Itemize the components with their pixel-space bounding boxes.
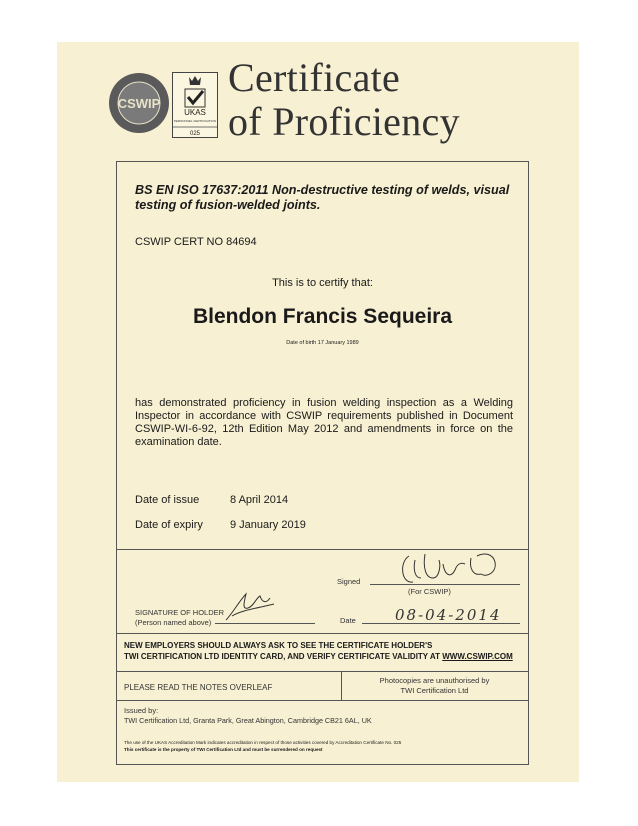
standard-title: BS EN ISO 17637:2011 Non-destructive testing of welds, visual testing of fusion-welded joints. [135,183,510,212]
signature-date: 08-04-2014 [395,606,502,624]
for-cswip-label: (For CSWIP) [408,587,451,596]
footnote-1: The use of the UKAS Accreditation Mark indicates accreditation in respect of those activities covered by Accreditation Certificate No. 025 [124,740,402,745]
crown-icon [189,76,201,85]
employers-warning: NEW EMPLOYERS SHOULD ALWAYS ASK TO SEE THE CERTIFICATE HOLDER'S TWI CERTIFICATION LTD IDENTITY CARD, AND VERIFY CERTIFICATE VALIDITY AT WWW.CSWIP.COM [124,641,513,661]
issued-by: TWI Certification Ltd, Granta Park, Great Abington, Cambridge CB21 6AL, UK [124,716,372,725]
photocopies-notice-1: Photocopies are unauthorised by [379,676,490,685]
proficiency-statement: has demonstrated proficiency in fusion welding inspection as a Welding Inspector in accordance with CSWIP requirements published in Document CSWIP-WI-6-92, 12th Edition May 2012 and amendments in force on the examination date. [135,397,513,448]
holder-name: Blendon Francis Sequeira [192,305,453,328]
photocopies-notice-2: TWI Certification Ltd [400,686,469,695]
issued-by-label: Issued by: [124,706,159,715]
certificate-frame [116,161,529,765]
ukas-sub: PERSONNEL CERTIFICATION [174,119,216,123]
holder-signature-icon [222,586,282,626]
ukas-number: 025 [189,131,201,137]
cswip-signature-icon [395,548,505,592]
cswip-website-link[interactable]: WWW.CSWIP.COM [442,652,513,661]
holder-signature-sub: (Person named above) [135,618,212,627]
date-label: Date [340,616,356,625]
expiry-label: Date of expiry [135,519,203,531]
certify-text: This is to certify that: [272,277,373,289]
ukas-badge [172,72,218,138]
issue-label: Date of issue [135,494,200,506]
cswip-seal-logo [108,72,170,134]
logo-group [108,72,218,138]
issue-value: 8 April 2014 [230,494,289,506]
date-of-birth: Date of birth 17 January 1989 [286,340,359,346]
title-line-1: Certificate [228,55,401,100]
signed-label: Signed [337,577,361,586]
holder-signature-label: SIGNATURE OF HOLDER [135,608,225,617]
footnote-2: This certificate is the property of TWI Certification Ltd and must be surrendered on request [124,747,323,752]
checkmark-icon [188,91,203,103]
ukas-label: UKAS [184,108,206,117]
cert-number: CSWIP CERT NO 84694 [135,236,257,248]
title-line-2: of Proficiency [228,99,460,144]
cswip-logo-text: CSWIP [117,96,161,111]
expiry-value: 9 January 2019 [230,519,306,531]
read-notes: PLEASE READ THE NOTES OVERLEAF [124,683,273,692]
